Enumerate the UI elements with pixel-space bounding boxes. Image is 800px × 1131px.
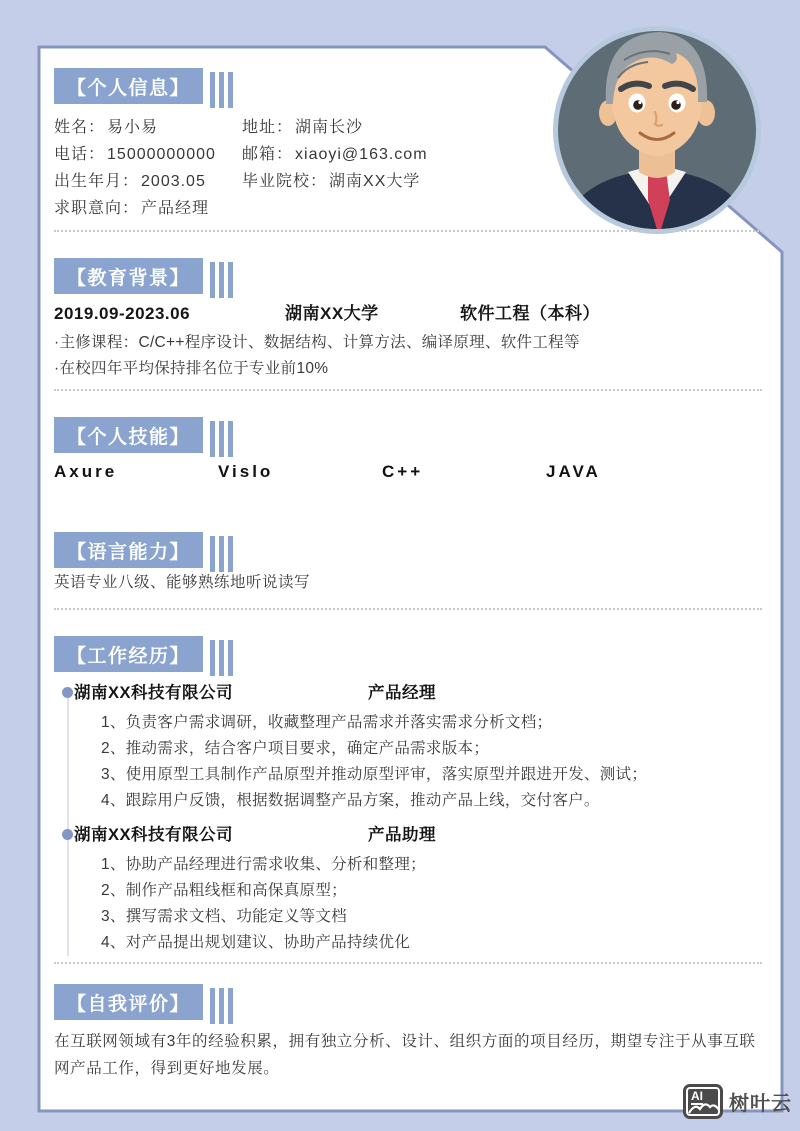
job-company: 湖南XX科技有限公司 (74, 684, 234, 702)
job-duty-line: 3、撰写需求文档、功能定义等文档 (101, 908, 347, 925)
logo-ai-text: AI (691, 1089, 703, 1103)
personal-info-right (242, 114, 762, 222)
section-header-education (54, 258, 762, 294)
section-title-education: 【教育背景】 (54, 258, 203, 294)
work-experience-list (74, 680, 762, 956)
info-row: 邮箱： xiaoyi@163.com (242, 146, 428, 163)
section-title-language: 【语言能力】 (54, 532, 203, 568)
section-header-work (54, 636, 762, 672)
job-company: 湖南XX科技有限公司 (74, 826, 234, 844)
job-role: 产品经理 (368, 684, 436, 702)
resume-content (41, 46, 782, 1082)
language-text: 英语专业八级、能够熟练地听说读写 (54, 574, 311, 591)
job-title-row (74, 680, 762, 706)
dotted-divider (54, 230, 762, 232)
section-header-evaluation (54, 984, 762, 1020)
header-stripes-icon (210, 640, 233, 676)
evaluation-text: 在互联网领域有3年的经验积累，拥有独立分析、设计、组织方面的项目经历，期望专注于从事互联网产品工作，得到更好地发展。 (54, 1033, 756, 1077)
section-title-evaluation: 【自我评价】 (54, 984, 203, 1020)
brand-name: 树叶云 (729, 1093, 792, 1115)
section-header-skills (54, 417, 762, 453)
skill-item: C++ (382, 462, 424, 481)
job-title-row (74, 822, 762, 848)
watermark (683, 1084, 792, 1119)
skill-item: Axure (54, 462, 118, 481)
job-duty-line: 2、制作产品粗线框和高保真原型； (101, 882, 347, 899)
job-duty-line: 4、对产品提出规划建议、协助产品持续优化 (101, 934, 411, 951)
job-duty-line: 2、推动需求，结合客户项目要求，确定产品需求版本； (101, 740, 490, 757)
job-role: 产品助理 (368, 826, 436, 844)
section-title-skills: 【个人技能】 (54, 417, 203, 453)
info-row: 地址： 湖南长沙 (242, 119, 364, 136)
job-duties (74, 852, 762, 956)
header-stripes-icon (210, 536, 233, 572)
timeline-line (67, 694, 69, 956)
header-stripes-icon (210, 262, 233, 298)
section-title-personal: 【个人信息】 (54, 68, 203, 104)
bullet-dot-icon (62, 687, 73, 698)
job-duties (74, 710, 762, 814)
info-row: 姓名： 易小易 (54, 119, 159, 136)
job-duty-line: 3、使用原型工具制作产品原型并推动原型评审，落实原型并跟进开发、测试； (101, 766, 648, 783)
skills-row (54, 462, 762, 486)
dotted-divider (54, 608, 762, 610)
header-stripes-icon (210, 72, 233, 108)
education-school: 湖南XX大学 (285, 304, 379, 323)
dotted-divider (54, 962, 762, 964)
logo-frame (686, 1087, 720, 1116)
info-row: 出生年月： 2003.05 (54, 173, 206, 190)
job-entry (74, 680, 762, 814)
mountain-icon (688, 1099, 720, 1114)
job-entry (74, 822, 762, 956)
section-header-language (54, 532, 762, 568)
skill-item: Vislo (218, 462, 274, 481)
personal-info-left (54, 114, 242, 222)
education-period: 2019.09-2023.06 (54, 304, 191, 323)
job-duty-line: 1、协助产品经理进行需求收集、分析和整理； (101, 856, 426, 873)
bullet-dot-icon (62, 829, 73, 840)
ai-image-logo-icon (683, 1084, 723, 1119)
info-row: 毕业院校： 湖南XX大学 (242, 173, 421, 190)
section-header-personal (54, 68, 762, 104)
header-stripes-icon (210, 988, 233, 1024)
info-row: 电话： 15000000000 (54, 146, 216, 163)
skill-item: JAVA (546, 462, 601, 481)
education-detail-line: ·主修课程：C/C++程序设计、数据结构、计算方法、编译原理、软件工程等 (54, 334, 580, 351)
job-duty-line: 1、负责客户需求调研，收藏整理产品需求并落实需求分析文档； (101, 714, 553, 731)
job-duty-line: 4、跟踪用户反馈，根据数据调整产品方案，推动产品上线，交付客户。 (101, 792, 600, 809)
dotted-divider (54, 389, 762, 391)
personal-info-grid (54, 114, 762, 222)
education-major: 软件工程（本科） (460, 304, 600, 323)
education-detail-line: ·在校四年平均保持排名位于专业前10% (54, 359, 329, 377)
header-stripes-icon (210, 421, 233, 457)
education-details (54, 330, 762, 381)
education-row (54, 300, 762, 328)
info-row: 求职意向： 产品经理 (54, 200, 210, 217)
section-title-work: 【工作经历】 (54, 636, 203, 672)
